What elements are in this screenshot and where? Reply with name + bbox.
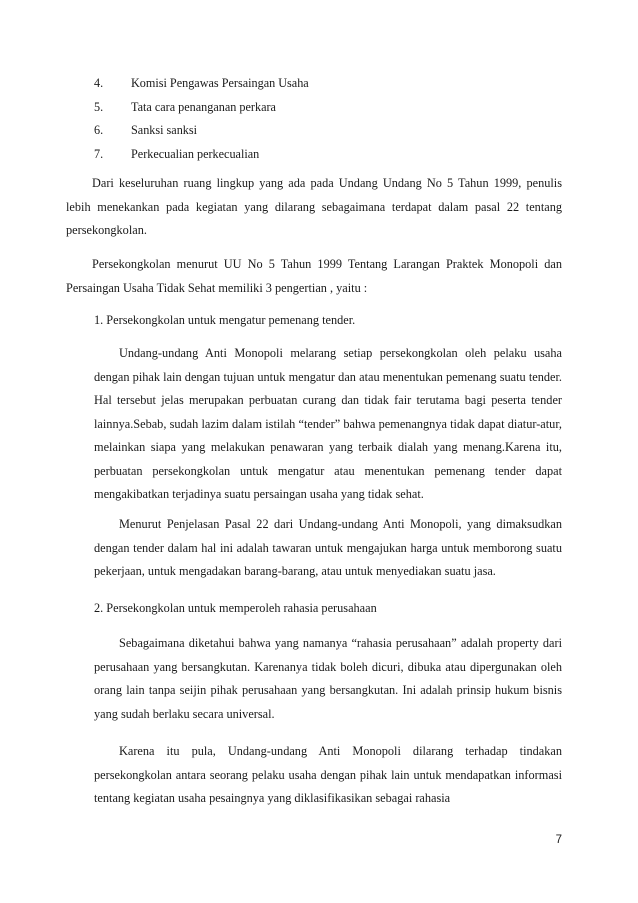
paragraph-tender-rule: Undang-undang Anti Monopoli melarang setiap persekongkolan oleh pelaku usaha dengan pihak lain dengan tujuan untuk mengatur dan atau menentukan pemenang suatu tender. Hal tersebut jelas merupakan perbuatan curang dan tidak fair terutama bagi peserta tender lainnya.Sebab, sudah lazim dalam istilah “tender” bahwa pemenangnya tidak dapat diatur-atur, melainkan siapa yang melakukan penawaran yang terbaik dialah yang menang.Karena itu, perbuatan persekongkolan untuk mengatur atau menentukan pemenang tender dapat mengakibatkan terjadinya suatu persaingan usaha yang tidak sehat. (94, 346, 562, 501)
list-item-text: Perkecualian perkecualian (131, 146, 260, 161)
paragraph-trade-secret-prohibition: Karena itu pula, Undang-undang Anti Monopoli dilarang terhadap tindakan persekongkolan antara seorang pelaku usaha dengan pihak lain untuk mendapatkan informasi tentang kegiatan usaha pesaingnya yang diklasifikasikan sebagai rahasia (94, 744, 562, 805)
paragraph-scope: Dari keseluruhan ruang lingkup yang ada pada Undang Undang No 5 Tahun 1999, penulis lebih menekankan pada kegiatan yang dilarang sebagaimana terdapat dalam pasal 22 tentang persekongkolan. (66, 176, 562, 237)
list-item-number: 4. (94, 76, 104, 90)
section-heading-tender: 1. Persekongkolan untuk mengatur pemenang tender. (94, 313, 356, 327)
list-item (94, 96, 554, 120)
paragraph-trade-secret: Sebagaimana diketahui bahwa yang namanya “rahasia perusahaan” adalah property dari perusahaan yang bersangkutan. Karenanya tidak boleh dicuri, dibuka atau dipergunakan oleh orang lain tanpa seijin pihak perusahaan yang bersangkutan. Ini adalah prinsip hukum bisnis yang sudah berlaku secara universal. (94, 636, 562, 721)
page-number: 7 (555, 834, 562, 846)
paragraph-definition-intro: Persekongkolan menurut UU No 5 Tahun 1999 Tentang Larangan Praktek Monopoli dan Persaingan Usaha Tidak Sehat memiliki 3 pengertian , yaitu : (66, 257, 562, 295)
paragraph-tender-explanation: Menurut Penjelasan Pasal 22 dari Undang-undang Anti Monopoli, yang dimaksudkan dengan tender dalam hal ini adalah tawaran untuk mengajukan harga untuk memborong suatu pekerjaan, untuk mengadakan barang-barang, atau untuk menyediakan suatu jasa. (94, 517, 562, 578)
list-item-text: Komisi Pengawas Persaingan Usaha (131, 76, 309, 90)
list-item-text: Tata cara penanganan perkara (131, 99, 276, 114)
list-item (94, 119, 554, 143)
list-item-text: Sanksi sanksi (131, 123, 198, 137)
list-item-number: 7. (94, 146, 104, 161)
list-item (94, 143, 554, 167)
list-item-number: 6. (94, 123, 104, 137)
section-heading-trade-secret: 2. Persekongkolan untuk memperoleh rahasia perusahaan (94, 601, 377, 615)
list-item-number: 5. (94, 99, 104, 114)
list-item (94, 72, 554, 96)
numbered-list (94, 72, 554, 166)
